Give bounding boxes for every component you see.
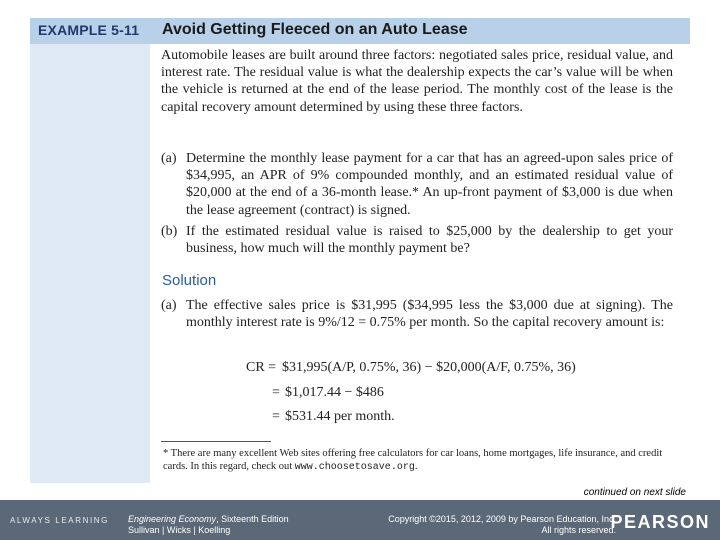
part-b-text: If the estimated residual value is raised to $25,000 by the dealership to get your business, how much will the monthly payment be? [186,224,673,257]
example-title: Avoid Getting Fleeced on an Auto Lease [162,21,468,38]
example-label: EXAMPLE 5-11 [38,22,140,38]
copyright-text: Copyright ©2015, 2012, 2009 by Pearson Education, Inc. [388,514,616,524]
footnote-website: www.choosetosave.org [294,461,415,473]
example-label-box [30,18,150,44]
footnote-text: * There are many excellent Web sites offering free calculators for car loans, home mortgages, life insurance, and credit cards. In this regard, check out [163,448,663,472]
solution-part-a [161,297,673,331]
solution-a-text: The effective sales price is $31,995 ($34,995 less the $3,000 due at signing). The monthly interest rate is 9%/12 = 0.75% per month. So the capital recovery amount is: [186,298,673,331]
book-title: Engineering Economy [128,514,217,524]
example-sidebar-strip [30,44,150,483]
part-a-label: (a) [161,151,177,166]
book-info [128,514,289,535]
footnote-end: . [414,460,418,472]
solution-a-label: (a) [161,298,177,313]
intro-paragraph: Automobile leases are built around three factors: negotiated sales price, residual value, and interest rate. The residual value is what the dealership expects the car’s value will be when the vehicle is returned at the end of the lease period. The monthly cost of the lease is the capital recovery amount determined by using these three factors. [161,48,673,115]
pearson-logo: PEARSON [610,512,710,532]
solution-heading: Solution [162,272,217,289]
equation-2-lhs: = [272,385,280,400]
footer-bar [0,500,720,540]
copyright-block [388,514,616,535]
equation-3-lhs: = [272,409,280,424]
continued-note: continued on next slide [583,487,686,498]
equation-2-rhs: $1,017.44 − $486 [285,385,384,400]
equation-1-lhs: CR = [246,360,277,375]
part-a-text: Determine the monthly lease payment for a car that has an agreed-upon sales price of $34,995, an APR of 9% compounded monthly, and an estimated residual value of $20,000 at the end of a 36-month lease.* An up-front payment of $3,000 is due when the lease agreement (contract) is signed. [186,151,673,218]
equation-3-rhs: $531.44 per month. [285,409,395,424]
part-b-label: (b) [161,224,178,239]
example-title-bar [150,18,690,44]
footnote-divider [161,441,271,442]
problem-part-b [161,223,673,257]
rights-text: All rights reserved. [541,524,616,535]
book-edition: , Sixteenth Edition [216,514,289,524]
footnote [163,448,678,475]
problem-part-a [161,150,673,219]
equation-1-rhs: $31,995(A/P, 0.75%, 36) − $20,000(A/F, 0.75%, 36) [282,360,576,375]
always-learning-tagline: ALWAYS LEARNING [10,516,109,525]
book-authors: Sullivan | Wicks | Koelling [128,524,231,535]
